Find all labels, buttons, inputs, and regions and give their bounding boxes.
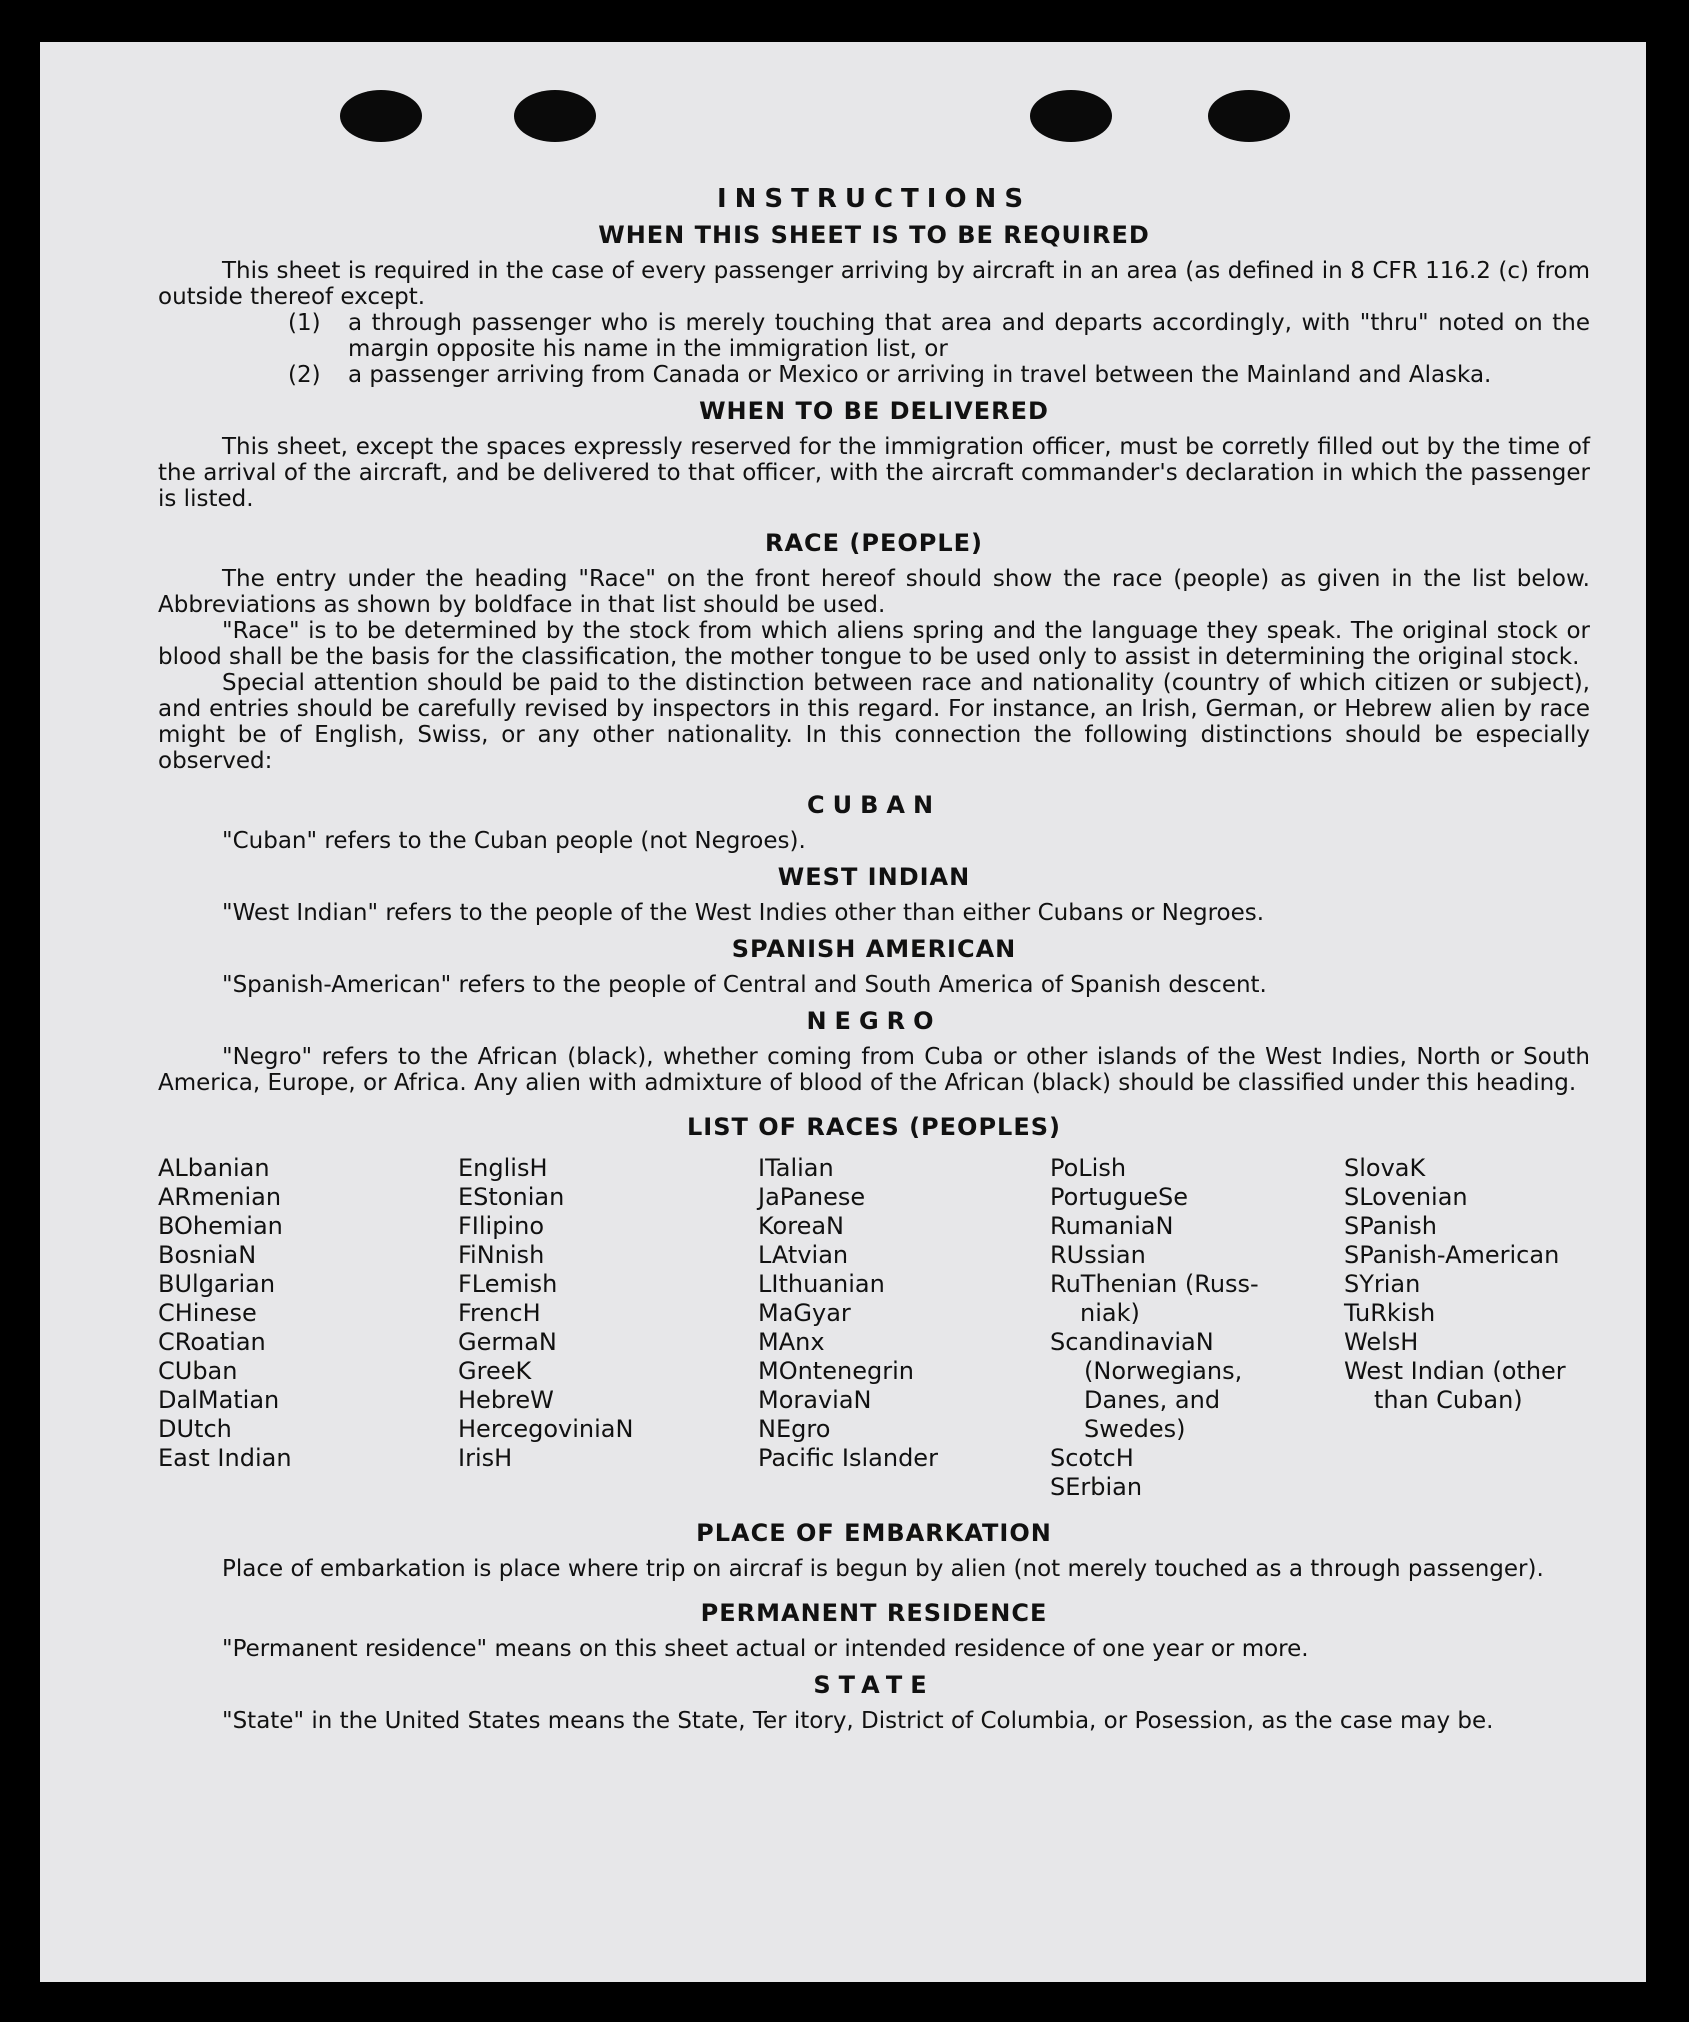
punch-hole [1208,90,1290,142]
race-item: HebreW [458,1386,554,1414]
instructions-content [158,186,1590,1734]
item-text: a through passenger who is merely touching that area and departs accordingly, with "thru" noted on the margin opposite his name in the immigration list, or [348,310,1590,362]
heading-residence: PERMANENT RESIDENCE [700,1599,1048,1627]
races-column-4 [1050,1154,1344,1502]
para-required: This sheet is required in the case of every passenger arriving by aircraft in an area (as defined in 8 CFR 116.2 (c) from outside thereof except. [158,258,1590,310]
race-item: Pacific Islander [758,1444,938,1472]
punch-hole [340,90,422,142]
race-item: CRoatian [158,1328,266,1356]
races-column-5 [1344,1154,1590,1502]
race-item: CHinese [158,1299,257,1327]
race-item: JaPanese [758,1183,866,1211]
page-title: INSTRUCTIONS [716,184,1032,214]
race-item: NEgro [758,1415,831,1443]
race-item: ITalian [758,1154,834,1182]
race-item: MaGyar [758,1299,851,1327]
race-item: SErbian [1050,1473,1143,1501]
race-item-note: Danes, and [1084,1386,1221,1414]
list-item [158,310,1590,362]
para-spanish-american: "Spanish-American" refers to the people of Central and South America of Spanish descent. [222,972,1267,998]
race-item: TuRkish [1344,1299,1436,1327]
para-delivered: This sheet, except the spaces expressly reserved for the immigration officer, must be corretly filled out by the time of the arrival of the aircraft, and be delivered to that officer, with the aircraft commander's declaration in which the passenger is listed. [158,434,1590,512]
para-embarkation: Place of embarkation is place where trip on aircraf is begun by alien (not merely touched as a through passenger). [222,1556,1544,1582]
punch-hole [514,90,596,142]
race-item: SLovenian [1344,1183,1468,1211]
race-item: BUlgarian [158,1270,276,1298]
race-item: EnglisH [458,1154,548,1182]
race-item: MOntenegrin [758,1357,914,1385]
race-item: GreeK [458,1357,532,1385]
race-item: East Indian [158,1444,292,1472]
heading-delivered: WHEN TO BE DELIVERED [699,397,1049,425]
race-item: ARmenian [158,1183,282,1211]
item-number: (2) [288,362,321,388]
document-sheet [40,42,1646,1982]
race-item: SYrian [1344,1270,1421,1298]
race-item: RuThenian (Russ- [1050,1270,1259,1298]
heading-required: WHEN THIS SHEET IS TO BE REQUIRED [598,221,1150,249]
race-item: IrisH [458,1444,513,1472]
race-item: MoraviaN [758,1386,872,1414]
race-item: MAnx [758,1328,825,1356]
race-item: ALbanian [158,1154,270,1182]
races-column-2 [458,1154,758,1502]
race-item-note: (Norwegians, [1084,1357,1243,1385]
race-item: FLemish [458,1270,558,1298]
race-item: FIlipino [458,1212,545,1240]
race-item: SPanish [1344,1212,1437,1240]
race-item: BOhemian [158,1212,283,1240]
item-text: a passenger arriving from Canada or Mexico or arriving in travel between the Mainland and Alaska. [348,362,1492,388]
heading-spanish-american: SPANISH AMERICAN [731,935,1017,963]
heading-west-indian: WEST INDIAN [777,863,971,891]
heading-cuban: CUBAN [806,791,942,819]
race-item: FiNnish [458,1241,545,1269]
race-item: PortugueSe [1050,1183,1188,1211]
race-item: SlovaK [1344,1154,1426,1182]
race-item: DalMatian [158,1386,280,1414]
heading-list-of-races: LIST OF RACES (PEOPLES) [687,1113,1061,1141]
race-item: ScotcH [1050,1444,1134,1472]
race-item: PoLish [1050,1154,1127,1182]
race-item: RumaniaN [1050,1212,1174,1240]
heading-negro: NEGRO [806,1007,942,1035]
race-item: HercegoviniaN [458,1415,634,1443]
race-item-note: Swedes) [1084,1415,1186,1443]
race-item: BosniaN [158,1241,257,1269]
heading-state: STATE [813,1671,935,1699]
race-item: CUban [158,1357,238,1385]
para-race-2: "Race" is to be determined by the stock from which aliens spring and the language they speak. The original stock or blood shall be the basis for the classification, the mother tongue to be used only to assist in determining the original stock. [158,618,1590,670]
para-negro: "Negro" refers to the African (black), whether coming from Cuba or other islands of the West Indies, North or South America, Europe, or Africa. Any alien with admixture of blood of the African (black) should be classified under this heading. [158,1044,1590,1096]
para-state: "State" in the United States means the State, Ter itory, District of Columbia, or Posession, as the case may be. [222,1708,1494,1734]
heading-race: RACE (PEOPLE) [764,529,984,557]
race-item: FrencH [458,1299,541,1327]
race-item: ScandinaviaN [1050,1328,1214,1356]
item-number: (1) [288,310,321,336]
para-residence: "Permanent residence" means on this sheet actual or intended residence of one year or more. [222,1636,1309,1662]
para-race-3: Special attention should be paid to the distinction between race and nationality (country of which citizen or subject), and entries should be carefully revised by inspectors in this regard. For instance, an Irish, German, or Hebrew alien by race might be of English, Swiss, or any other nationality. In this connection the following distinctions should be especially observed: [158,670,1590,774]
para-cuban: "Cuban" refers to the Cuban people (not Negroes). [222,828,806,854]
punch-hole [1030,90,1112,142]
race-item: LIthuanian [758,1270,885,1298]
list-item [158,362,1590,388]
race-item: SPanish-American [1344,1241,1560,1269]
race-item: RUssian [1050,1241,1146,1269]
race-item-continuation: niak) [1080,1299,1140,1327]
race-item: GermaN [458,1328,557,1356]
race-item: West Indian (other [1344,1357,1566,1385]
race-item-continuation: than Cuban) [1374,1386,1523,1414]
race-item: EStonian [458,1183,565,1211]
para-race-1: The entry under the heading "Race" on the front hereof should show the race (people) as given in the list below. Abbreviations as shown by boldface in that list should be used. [158,566,1590,618]
heading-embarkation: PLACE OF EMBARKATION [696,1519,1052,1547]
races-column-3 [758,1154,1050,1502]
para-west-indian: "West Indian" refers to the people of the West Indies other than either Cubans or Negroes. [222,900,1265,926]
race-item: KoreaN [758,1212,844,1240]
race-item: DUtch [158,1415,232,1443]
races-list [158,1154,1590,1502]
race-item: LAtvian [758,1241,849,1269]
race-item: WelsH [1344,1328,1419,1356]
races-column-1 [158,1154,458,1502]
